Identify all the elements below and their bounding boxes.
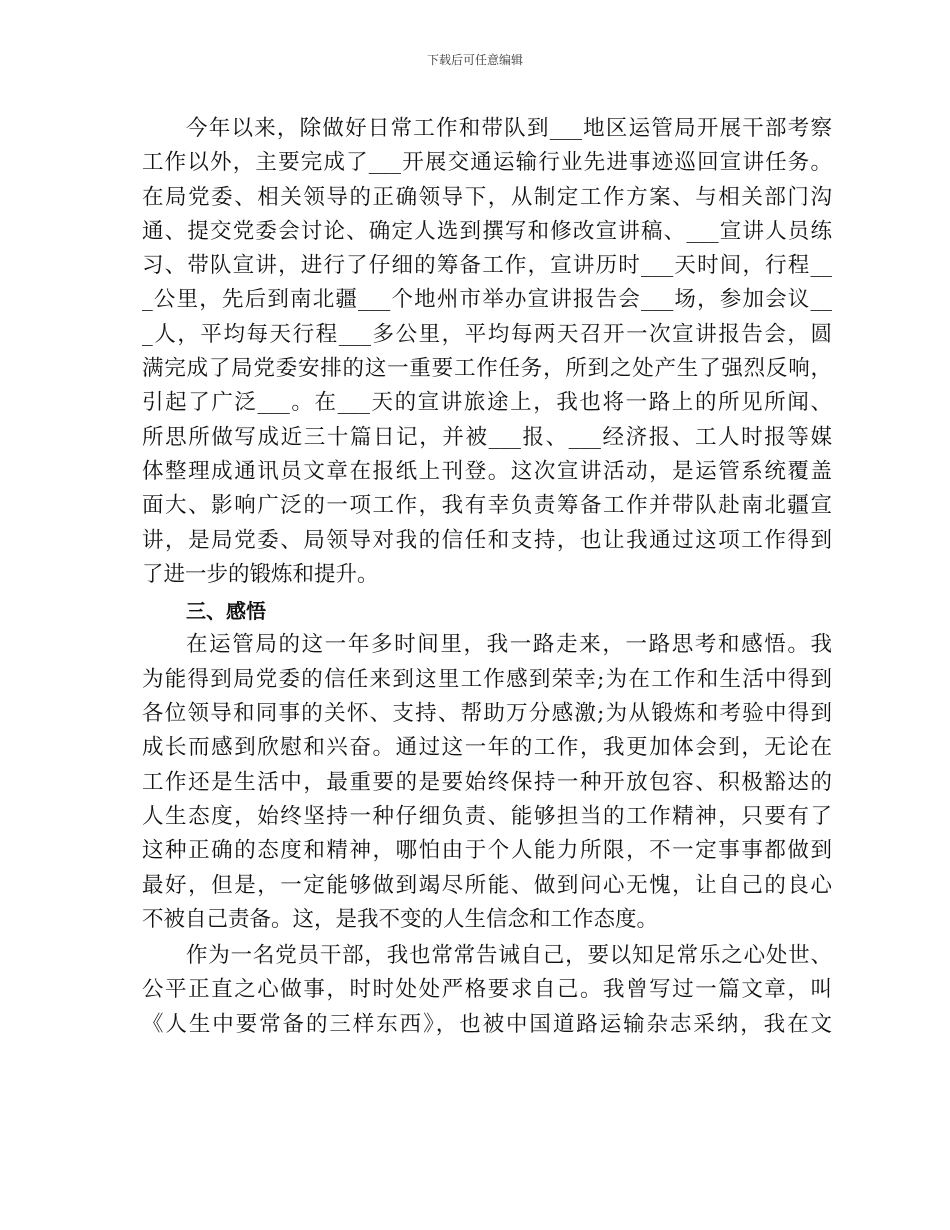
text-line: 习、带队宣讲，进行了仔细的筹备工作，宣讲历时___天时间，行程__ [142, 253, 832, 279]
page-header [0, 52, 950, 68]
text-line: 这种正确的态度和精神，哪怕由于个人能力所限，不一定事事都做到 [142, 838, 832, 864]
text-line: 工作以外，主要完成了___开展交通运输行业先进事迹巡回宣讲任务。 [142, 150, 832, 176]
text-line: 引起了广泛___。在___天的宣讲旅途上，我也将一路上的所见所闻、 [142, 390, 832, 416]
text-line: 各位领导和同事的关怀、支持、帮助万分感激;为从锻炼和考验中得到 [142, 701, 832, 727]
text-line: 面大、影响广泛的一项工作，我有幸负责筹备工作并带队赴南北疆宣 [142, 493, 832, 519]
text-line: 在运管局的这一年多时间里，我一路走来，一路思考和感悟。我 [186, 632, 832, 658]
document-body [142, 112, 832, 1042]
text-line: 作为一名党员干部，我也常常告诫自己，要以知足常乐之心处世、 [186, 943, 832, 969]
text-line: 满完成了局党委安排的这一重要工作任务，所到之处产生了强烈反响， [142, 356, 832, 382]
text-line: 为能得到局党委的信任来到这里工作感到荣幸;为在工作和生活中得到 [142, 666, 832, 692]
text-line: 体整理成通讯员文章在报纸上刊登。这次宣讲活动，是运管系统覆盖 [142, 458, 832, 484]
text-line: 成长而感到欣慰和兴奋。通过这一年的工作，我更加体会到，无论在 [142, 735, 832, 761]
text-line: 不被自己责备。这，是我不变的人生信念和工作态度。 [142, 906, 659, 932]
paragraph [142, 939, 832, 1042]
text-line: 人生态度，始终坚持一种仔细负责、能够担当的工作精神，只要有了 [142, 803, 832, 829]
paragraph [142, 628, 832, 937]
text-line: 最好，但是，一定能够做到竭尽所能、做到问心无愧，让自己的良心 [142, 872, 832, 898]
section-heading: 三、感悟 [186, 599, 266, 624]
text-line: 工作还是生活中，最重要的是要始终保持一种开放包容、积极豁达的 [142, 769, 832, 795]
text-line: 在局党委、相关领导的正确领导下，从制定工作方案、与相关部门沟 [142, 184, 832, 210]
text-line: 公平正直之心做事，时时处处严格要求自己。我曾写过一篇文章，叫 [142, 977, 832, 1003]
text-line: 通、提交党委会讨论、确定人选到撰写和修改宣讲稿、___宣讲人员练 [142, 218, 832, 244]
text-line: 《人生中要常备的三样东西》，也被中国道路运输杂志采纳，我在文 [142, 1011, 832, 1037]
text-line: 了进一步的锻炼和提升。 [142, 561, 379, 587]
header-text: 下载后可任意编辑 [426, 53, 523, 67]
paragraph [142, 112, 832, 592]
text-line: 今年以来，除做好日常工作和带队到___地区运管局开展干部考察 [186, 116, 832, 141]
text-line: _公里，先后到南北疆___个地州市举办宣讲报告会___场，参加会议__ [142, 287, 832, 313]
text-line: 所思所做写成近三十篇日记，并被___报、___经济报、工人时报等媒 [142, 424, 832, 450]
text-line: _人，平均每天行程___多公里，平均每两天召开一次宣讲报告会，圆 [142, 321, 832, 347]
text-line: 讲，是局党委、局领导对我的信任和支持，也让我通过这项工作得到 [142, 527, 832, 553]
